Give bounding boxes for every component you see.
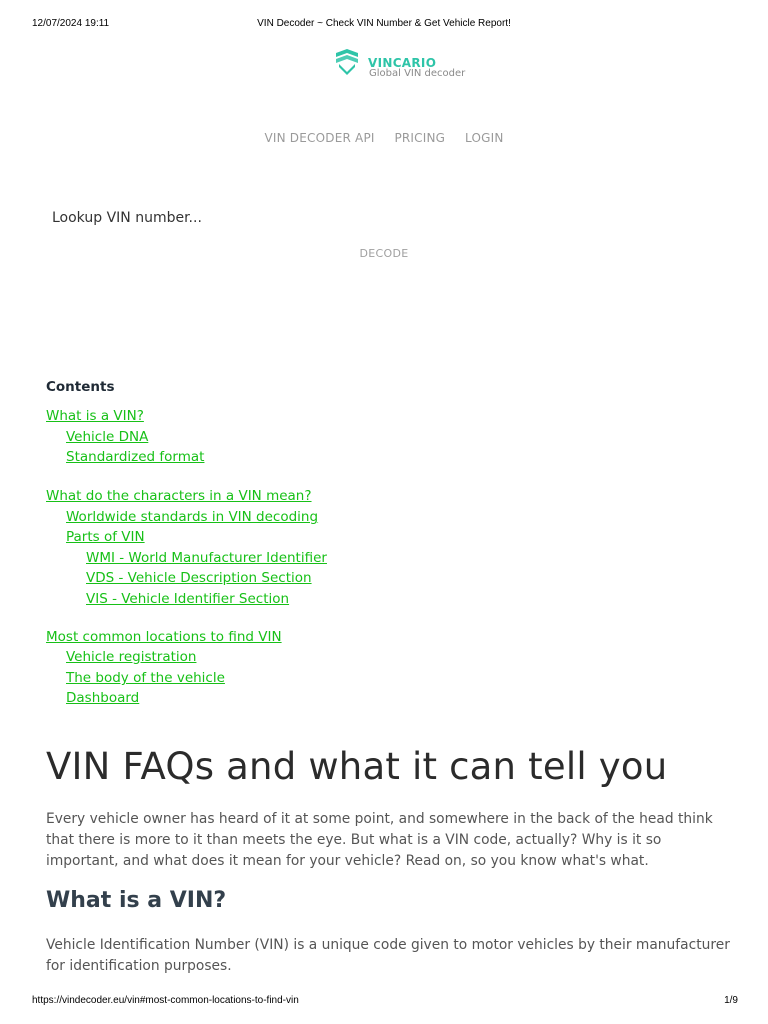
toc-link-vehicle-registration[interactable]: Vehicle registration bbox=[66, 649, 197, 665]
toc-link-body-of-vehicle[interactable]: The body of the vehicle bbox=[66, 670, 225, 686]
decode-button[interactable]: DECODE bbox=[334, 244, 434, 262]
print-page-title: VIN Decoder ~ Check VIN Number & Get Vehicle Report! bbox=[257, 18, 511, 29]
toc-link-standardized-format[interactable]: Standardized format bbox=[66, 449, 205, 465]
section-heading-what-is-vin: What is a VIN? bbox=[46, 888, 227, 913]
vin-search-input[interactable] bbox=[52, 205, 712, 231]
toc-link-vis[interactable]: VIS - Vehicle Identifier Section bbox=[86, 591, 290, 607]
toc-link-common-locations[interactable]: Most common locations to find VIN bbox=[46, 629, 282, 645]
logo-name[interactable]: VINCARIO bbox=[368, 56, 437, 70]
nav-login[interactable]: LOGIN bbox=[465, 131, 504, 145]
toc-link-what-is-a-vin[interactable]: What is a VIN? bbox=[46, 408, 144, 424]
contents-heading: Contents bbox=[46, 379, 115, 395]
article-title: VIN FAQs and what it can tell you bbox=[46, 745, 668, 788]
section-text-what-is-vin: Vehicle Identification Number (VIN) is a unique code given to motor vehicles by their manufacturer for identification purposes. bbox=[46, 937, 730, 974]
toc-link-wmi[interactable]: WMI - World Manufacturer Identifier bbox=[86, 550, 327, 566]
toc-link-vehicle-dna[interactable]: Vehicle DNA bbox=[66, 429, 149, 445]
nav-vin-decoder-api[interactable]: VIN DECODER API bbox=[264, 131, 375, 145]
article-intro: Every vehicle owner has heard of it at some point, and somewhere in the back of the head think that there is more to it than meets the eye. But what is a VIN code, actually? Why is it so important, and what does it mean for your vehicle? Read on, so you know what's what. bbox=[46, 811, 713, 869]
nav-pricing[interactable]: PRICING bbox=[394, 131, 446, 145]
toc-link-vds[interactable]: VDS - Vehicle Description Section bbox=[86, 570, 312, 586]
toc-link-parts-of-vin[interactable]: Parts of VIN bbox=[66, 529, 145, 545]
print-url: https://vindecoder.eu/vin#most-common-locations-to-find-vin bbox=[32, 995, 299, 1006]
main-nav bbox=[0, 131, 768, 145]
shield-check-icon[interactable] bbox=[333, 48, 361, 76]
toc-link-worldwide-standards[interactable]: Worldwide standards in VIN decoding bbox=[66, 509, 319, 525]
toc-link-dashboard[interactable]: Dashboard bbox=[66, 690, 140, 706]
toc-link-characters-meaning[interactable]: What do the characters in a VIN mean? bbox=[46, 488, 312, 504]
print-page-number: 1/9 bbox=[724, 995, 738, 1006]
logo-tagline: Global VIN decoder bbox=[369, 68, 466, 79]
print-datetime: 12/07/2024 19:11 bbox=[32, 18, 110, 29]
